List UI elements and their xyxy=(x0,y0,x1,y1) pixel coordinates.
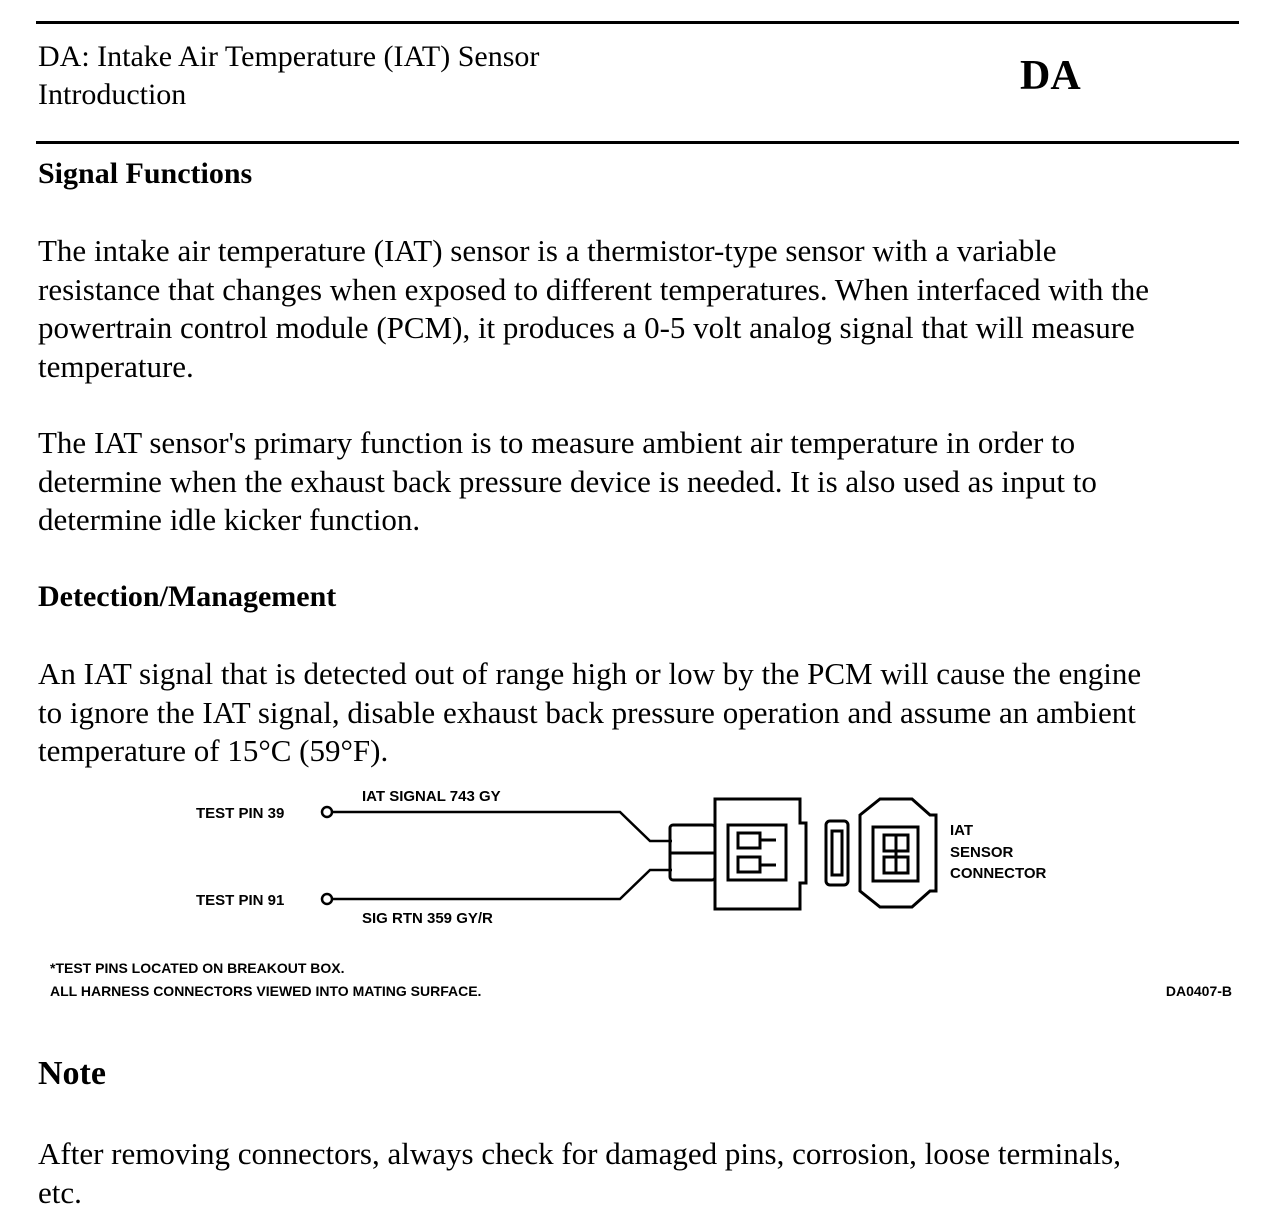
sig-rtn-wire xyxy=(332,870,672,899)
test-pin-39-terminal xyxy=(322,807,332,817)
text-line: temperature of 15°C (59°F). xyxy=(38,733,389,768)
harness-connector xyxy=(670,799,806,909)
title-line-1: DA: Intake Air Temperature (IAT) Sensor xyxy=(38,40,540,73)
signal-functions-paragraph-2 xyxy=(38,424,1253,540)
note-paragraph xyxy=(38,1135,1253,1212)
test-pin-91-label: TEST PIN 91 xyxy=(196,892,285,909)
connector-label-line-3: CONNECTOR xyxy=(950,865,1047,882)
text-line: temperature. xyxy=(38,348,194,384)
text-line: powertrain control module (PCM), it produces a 0-5 volt analog signal that will measure xyxy=(38,310,1135,345)
text-line: The intake air temperature (IAT) sensor is a thermistor-type sensor with a variable xyxy=(38,233,1057,268)
text-line: etc. xyxy=(38,1174,82,1210)
connector-label-line-2: SENSOR xyxy=(950,844,1014,861)
title-line-2: Introduction xyxy=(38,78,187,111)
note-heading: Note xyxy=(38,1055,106,1092)
test-pin-39-label: TEST PIN 39 xyxy=(196,805,285,822)
text-line: to ignore the IAT signal, disable exhaust back pressure operation and assume an ambient xyxy=(38,694,1136,730)
text-line: determine idle kicker function. xyxy=(38,502,421,537)
section-code: DA xyxy=(1020,53,1081,99)
test-pin-91-terminal xyxy=(322,894,332,904)
text-line: resistance that changes when exposed to different temperatures. When interfaced with the xyxy=(38,271,1149,307)
footnote-line-1: *TEST PINS LOCATED ON BREAKOUT BOX. xyxy=(50,960,345,976)
detection-paragraph xyxy=(38,655,1253,771)
text-line: determine when the exhaust back pressure device is needed. It is also used as input to xyxy=(38,463,1097,499)
text-line: An IAT signal that is detected out of range high or low by the PCM will cause the engine xyxy=(38,656,1142,691)
document-title xyxy=(38,38,539,114)
connector-label-line-1: IAT xyxy=(950,822,974,839)
signal-functions-heading: Signal Functions xyxy=(38,157,253,190)
top-rule xyxy=(36,21,1239,24)
detection-heading: Detection/Management xyxy=(38,580,337,613)
figure-id: DA0407-B xyxy=(1165,983,1232,999)
signal-functions-paragraph-1 xyxy=(38,232,1253,386)
sig-rtn-wire-label: SIG RTN 359 GY/R xyxy=(362,910,493,927)
sensor-connector xyxy=(826,799,936,907)
text-line: After removing connectors, always check for damaged pins, corrosion, loose terminals, xyxy=(38,1136,1121,1171)
footnote-line-2: ALL HARNESS CONNECTORS VIEWED INTO MATING SURFACE. xyxy=(50,983,482,999)
iat-signal-wire-label: IAT SIGNAL 743 GY xyxy=(362,788,501,805)
header-bottom-rule xyxy=(36,141,1239,144)
text-line: The IAT sensor's primary function is to measure ambient air temperature in order to xyxy=(38,425,1076,460)
iat-wiring-diagram xyxy=(0,775,1280,1010)
iat-signal-wire xyxy=(332,812,672,841)
